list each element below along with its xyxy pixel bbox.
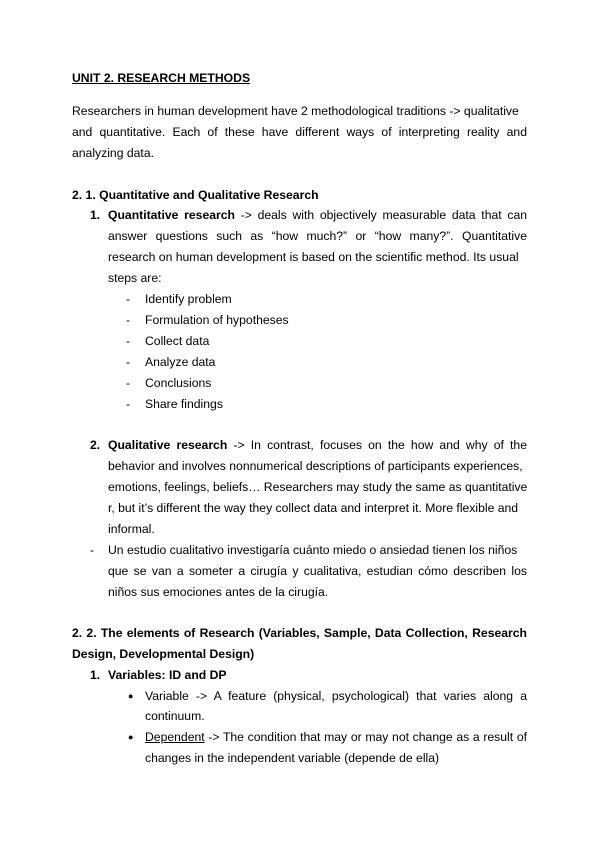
list-number: 1.	[90, 208, 101, 222]
intro-line: and quantitative. Each of these have different ways of interpreting reality and	[72, 125, 527, 139]
list-item-line: emotions, feelings, beliefs… Researchers may study the same as quantitative	[108, 480, 528, 494]
intro-line: Researchers in human development have 2 methodological traditions -> qualitative	[72, 104, 519, 118]
bullet-line: Variable -> A feature (physical, psychological) that varies along a	[145, 689, 527, 703]
bullet-icon: ●	[128, 732, 134, 742]
section-heading: Design, Developmental Design)	[72, 647, 255, 661]
list-number: 1.	[90, 668, 101, 682]
bullet-icon: ●	[128, 691, 134, 701]
step-item: Analyze data	[145, 355, 216, 369]
term-dependent: Dependent	[145, 730, 205, 744]
page-title: UNIT 2. RESEARCH METHODS	[72, 71, 251, 85]
step-dash: -	[126, 397, 131, 411]
term-qualitative: Qualitative research	[108, 438, 228, 452]
bullet-line: changes in the independent variable (depende de ella)	[145, 751, 440, 765]
note-line: que se van a someter a cirugía y cualitativa, estudian cómo describen los	[108, 564, 527, 578]
list-item-line: research on human development is based on the scientific method. Its usual	[108, 250, 519, 264]
step-item: Share findings	[145, 397, 223, 411]
step-dash: -	[126, 313, 131, 327]
section-heading: 2. 2. The elements of Research (Variables, Sample, Data Collection, Research	[72, 626, 527, 640]
subheading-variables: Variables: ID and DP	[108, 668, 227, 682]
step-dash: -	[126, 355, 131, 369]
bullet-line	[145, 727, 527, 748]
step-item: Formulation of hypotheses	[145, 313, 289, 327]
intro-line: analyzing data.	[72, 146, 154, 160]
list-item-first-line	[108, 435, 527, 456]
section-heading: 2. 1. Quantitative and Qualitative Research	[72, 188, 319, 202]
list-item-line: answer questions such as “how much?” or “how many?”. Quantitative	[108, 229, 527, 243]
list-item-line: r, but it’s different the way they collect data and interpret it. More flexible and	[108, 501, 519, 515]
list-item-first-line	[108, 205, 527, 226]
list-number: 2.	[90, 438, 101, 452]
step-item: Conclusions	[145, 376, 212, 390]
step-dash: -	[126, 376, 131, 390]
term-description: -> The condition that may or may not change as a result of	[204, 730, 527, 744]
term-description: -> In contrast, focuses on the how and why of the	[227, 438, 527, 452]
note-dash: -	[90, 543, 95, 557]
list-item-line: steps are:	[108, 271, 162, 285]
step-dash: -	[126, 292, 131, 306]
step-item: Collect data	[145, 334, 210, 348]
note-line: niños sus emociones antes de la cirugía.	[108, 585, 329, 599]
list-item-line: behavior and involves nonnumerical descriptions of participants experiences,	[108, 459, 523, 473]
list-item-line: informal.	[108, 522, 155, 536]
step-dash: -	[126, 334, 131, 348]
note-line: Un estudio cualitativo investigaría cuánto miedo o ansiedad tienen los niños	[108, 543, 518, 557]
bullet-line: continuum.	[145, 709, 205, 723]
term-description: -> deals with objectively measurable data that can	[234, 208, 528, 222]
term-quantitative: Quantitative research	[108, 208, 235, 222]
step-item: Identify problem	[145, 292, 232, 306]
